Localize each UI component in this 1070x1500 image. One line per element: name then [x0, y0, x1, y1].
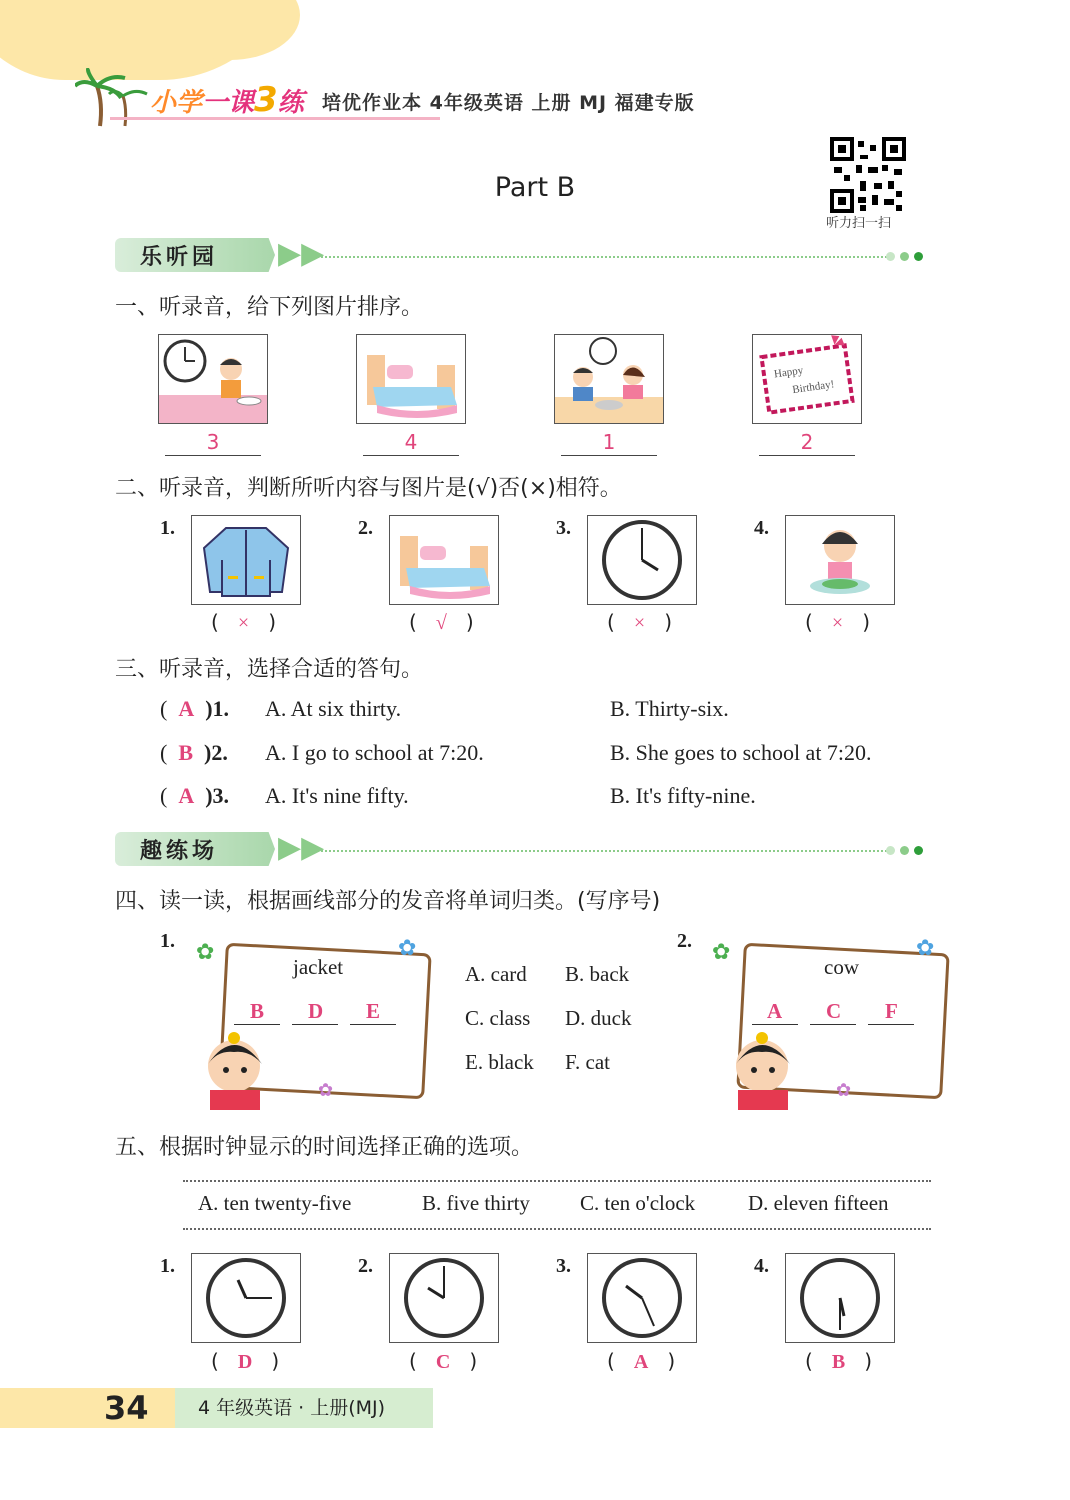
q4-board-2-answer-1[interactable]: A [767, 999, 783, 1023]
q5-clock-3 [587, 1253, 697, 1343]
q5-clock-4 [785, 1253, 895, 1343]
dotted-rule [310, 850, 890, 852]
q5-heading: 五、根据时钟显示的时间选择正确的选项。 [115, 1135, 534, 1160]
girl-eating-image [786, 516, 894, 604]
q3-row-2-option-b: B. She goes to school at 7:20. [610, 740, 872, 765]
q2-number-3: 3. [556, 517, 571, 539]
dotted-rule [310, 256, 890, 258]
q1-picture-birthday-card [752, 334, 862, 424]
q2-picture-jacket [191, 515, 301, 605]
girl-character-icon [190, 1020, 280, 1110]
q4-heading: 四、读一读，根据画线部分的发音将单词归类。(写序号) [115, 889, 661, 914]
q2-heading: 二、听录音，判断所听内容与图片是(√)否(×)相符。 [115, 476, 622, 501]
q5-number-1: 1. [160, 1255, 175, 1277]
q2-picture-girl-eating [785, 515, 895, 605]
q4-option-f: F. cat [565, 1050, 610, 1074]
answer-line [868, 1024, 914, 1025]
q2-picture-clock [587, 515, 697, 605]
q4-option-b: B. back [565, 962, 630, 986]
q4-number-2: 2. [677, 930, 692, 952]
jacket-image [192, 516, 300, 604]
bed-image [390, 516, 498, 604]
q1-answer-1[interactable]: 3 [206, 430, 220, 454]
bird-icon: ✿ [916, 936, 935, 961]
clock-ten-twenty-five-image [588, 1254, 696, 1342]
q5-number-3: 3. [556, 1255, 571, 1277]
q2-number-2: 2. [358, 517, 373, 539]
bed-image [357, 335, 465, 423]
q4-board-2-answer-2[interactable]: C [826, 999, 842, 1023]
flower-icon: ✿ [836, 1080, 852, 1101]
q3-row-3-option-b: B. It's fifty-nine. [610, 783, 756, 808]
answer-line [234, 1024, 280, 1025]
q4-option-c: C. class [465, 1006, 531, 1030]
q4-option-e: E. black [465, 1050, 534, 1074]
footer-text: 4 年级英语 · 上册(MJ) [198, 1397, 386, 1419]
answer-line [350, 1024, 396, 1025]
q3-row-2-option-a: A. I go to school at 7:20. [265, 740, 484, 765]
dot-icon [886, 252, 895, 261]
dot-icon [914, 252, 923, 261]
q4-option-d: D. duck [565, 1006, 632, 1030]
q1-picture-bed [356, 334, 466, 424]
bird-icon: ✿ [712, 940, 731, 965]
q4-board-2-answer-3[interactable]: F [885, 999, 898, 1023]
clock-eleven-fifteen-image [192, 1254, 300, 1342]
q3-row-2-answer[interactable]: ( B )2. [160, 740, 228, 765]
dot-icon [914, 846, 923, 855]
q1-picture-breakfast [158, 334, 268, 424]
brand-logo: 小学一课3练 [150, 80, 304, 120]
double-arrow-icon: ▶▶ [278, 830, 325, 865]
qr-code-icon[interactable] [830, 137, 906, 213]
page-number: 34 [104, 1389, 149, 1427]
q5-clock-2 [389, 1253, 499, 1343]
q5-option-b: B. five thirty [422, 1191, 530, 1215]
clock-ten-oclock-image [390, 1254, 498, 1342]
q4-board-1-answer-1[interactable]: B [250, 999, 265, 1023]
q3-heading: 三、听录音，选择合适的答句。 [115, 657, 424, 682]
q2-picture-bed [389, 515, 499, 605]
q5-option-a: A. ten twenty-five [198, 1191, 352, 1215]
q3-row-1-option-a: A. At six thirty. [265, 696, 402, 721]
footer-page-band [0, 1388, 175, 1428]
bird-icon: ✿ [398, 936, 417, 961]
answer-line [165, 455, 261, 456]
q5-number-2: 2. [358, 1255, 373, 1277]
q2-number-4: 4. [754, 517, 769, 539]
q5-option-d: D. eleven fifteen [748, 1191, 889, 1215]
qr-caption: 听力扫一扫 [826, 216, 892, 231]
dot-icon [886, 846, 895, 855]
answer-line [752, 1024, 798, 1025]
q1-answer-2[interactable]: 4 [404, 430, 418, 454]
section-band-practice-label: 趣练场 [140, 839, 219, 864]
q4-word-1: jacket [293, 955, 344, 979]
q2-answer-3[interactable]: ( × ) [607, 610, 673, 634]
header-subtitle: 培优作业本 4年级英语 上册 MJ 福建专版 [322, 92, 695, 114]
q4-board-1-answer-3[interactable]: E [366, 999, 381, 1023]
q5-answer-1[interactable]: ( D ) [211, 1349, 280, 1373]
q1-picture-cooking [554, 334, 664, 424]
q3-row-3-answer[interactable]: ( A )3. [160, 783, 230, 808]
q5-clock-1 [191, 1253, 301, 1343]
q3-row-1-answer[interactable]: ( A )1. [160, 696, 230, 721]
answer-line [292, 1024, 338, 1025]
q2-answer-4[interactable]: ( × ) [805, 610, 871, 634]
flower-icon: ✿ [318, 1080, 334, 1101]
bird-icon: ✿ [196, 940, 215, 965]
answer-line [810, 1024, 856, 1025]
clock-five-thirty-image [786, 1254, 894, 1342]
boy-eating-image [159, 335, 267, 423]
clock-four-oclock-image [588, 516, 696, 604]
q1-heading: 一、听录音，给下列图片排序。 [115, 295, 424, 320]
q5-answer-2[interactable]: ( C ) [409, 1349, 478, 1373]
q5-answer-4[interactable]: ( B ) [805, 1349, 873, 1373]
q4-board-1-answer-2[interactable]: D [308, 999, 324, 1023]
q2-answer-1[interactable]: ( × ) [211, 610, 277, 634]
q3-row-3-option-a: A. It's nine fifty. [265, 783, 409, 808]
svg-text:Happy: Happy [773, 364, 804, 381]
q4-word-2: cow [824, 955, 859, 979]
section-band-listen-label: 乐听园 [140, 245, 219, 270]
q2-number-1: 1. [160, 517, 175, 539]
q4-number-1: 1. [160, 930, 175, 952]
dot-icon [900, 252, 909, 261]
answer-line [363, 455, 459, 456]
q5-answer-3[interactable]: ( A ) [607, 1349, 676, 1373]
svg-text:Birthday!: Birthday! [791, 378, 836, 397]
double-arrow-icon: ▶▶ [278, 236, 325, 271]
answer-line [759, 455, 855, 456]
q5-number-4: 4. [754, 1255, 769, 1277]
q1-answer-3[interactable]: 1 [602, 430, 616, 454]
page-title: Part B [494, 172, 576, 203]
q4-option-a: A. card [465, 962, 527, 986]
girl-character-icon [718, 1020, 808, 1110]
q5-option-c: C. ten o'clock [580, 1191, 696, 1215]
q3-row-1-option-b: B. Thirty-six. [610, 696, 729, 721]
answer-line [561, 455, 657, 456]
birthday-card-image [753, 335, 861, 423]
q1-answer-4[interactable]: 2 [800, 430, 814, 454]
q2-answer-2[interactable]: ( √ ) [409, 610, 474, 634]
children-cooking-image [555, 335, 663, 423]
dot-icon [900, 846, 909, 855]
